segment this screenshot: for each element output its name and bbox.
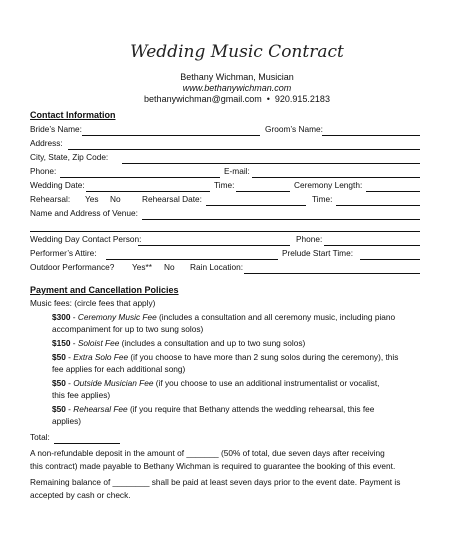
fee-amount: $50 [52, 404, 66, 414]
wedding-date-label: Wedding Date: [30, 180, 85, 190]
day-contact-label: Wedding Day Contact Person: [30, 234, 142, 244]
fee-desc: (includes a consultation and all ceremony music, including piano [156, 312, 396, 322]
rehearsal-date-field[interactable] [206, 205, 306, 206]
payment-heading: Payment and Cancellation Policies [30, 285, 179, 295]
fee-amount: $150 [52, 338, 71, 348]
names-row [30, 124, 420, 136]
prelude-start-label: Prelude Start Time: [282, 248, 354, 258]
rehearsal-date-label: Rehearsal Date: [142, 194, 202, 204]
attire-field[interactable] [106, 259, 278, 260]
phone-email-row [30, 166, 420, 178]
day-contact-field[interactable] [138, 245, 290, 246]
fee-amount: $50 [52, 352, 66, 362]
fee-amount: $300 [52, 312, 71, 322]
fee-line: $150 - Soloist Fee (includes a consultation and up to two sung solos) [52, 338, 306, 348]
phone-label: Phone: [30, 166, 57, 176]
day-contact-row [30, 234, 420, 246]
outdoor-label: Outdoor Performance? [30, 262, 115, 272]
time-label: Time: [214, 180, 235, 190]
fee-name: Rehearsal Fee [73, 404, 128, 414]
phone-field[interactable] [60, 177, 220, 178]
prelude-start-field[interactable] [360, 259, 420, 260]
wedding-date-row [30, 180, 420, 192]
time-field[interactable] [236, 191, 290, 192]
total-field[interactable] [54, 443, 120, 444]
rehearsal-row [30, 194, 420, 206]
email-text: bethanywichman@gmail.com [144, 94, 262, 104]
attire-label: Performer’s Attire: [30, 248, 97, 258]
fee-name: Soloist Fee [77, 338, 120, 348]
total-label: Total: [30, 432, 50, 442]
address-field[interactable] [68, 149, 420, 150]
fee-line: $300 - Ceremony Music Fee (includes a consultation and all ceremony music, including piano [52, 312, 396, 322]
rehearsal-yes-option[interactable]: Yes [85, 194, 99, 204]
fee-desc: (if you require that Bethany attends the wedding rehearsal, this fee [127, 404, 375, 414]
city-label: City, State, Zip Code: [30, 152, 109, 162]
fee-line: $50 - Extra Solo Fee (if you choose to have more than 2 sung solos during the ceremony), this [52, 352, 399, 362]
address-label: Address: [30, 138, 63, 148]
balance-line-1: Remaining balance of ________ shall be paid at least seven days prior to the event date. Payment is [30, 477, 401, 487]
deposit-line-2: this contract) made payable to Bethany Wichman is required to guarantee the booking of this event. [30, 461, 396, 471]
musician-name: Bethany Wichman, Musician [180, 72, 294, 82]
brides-name-label: Bride’s Name: [30, 124, 82, 134]
rehearsal-time-field[interactable] [336, 205, 420, 206]
fee-cont: this fee applies) [52, 390, 111, 400]
rain-location-field[interactable] [244, 273, 420, 274]
contract-title: Wedding Music Contract [130, 42, 344, 62]
day-contact-phone-label: Phone: [296, 234, 323, 244]
brides-name-field[interactable] [82, 135, 260, 136]
phone-text: 920.915.2183 [274, 94, 330, 104]
outdoor-row [30, 262, 420, 274]
rain-location-label: Rain Location: [190, 262, 244, 272]
website-text: www.bethanywichman.com [182, 83, 292, 93]
day-contact-phone-field[interactable] [324, 245, 420, 246]
fee-cont: fee applies for each additional song) [52, 364, 186, 374]
city-field[interactable] [122, 163, 420, 164]
ceremony-length-field[interactable] [366, 191, 420, 192]
music-fees-label: Music fees: (circle fees that apply) [30, 298, 156, 308]
venue-label: Name and Address of Venue: [30, 208, 138, 218]
contact-heading: Contact Information [30, 110, 116, 120]
fee-cont: accompaniment for up to two sung solos) [52, 324, 204, 334]
fee-name: Ceremony Music Fee [77, 312, 157, 322]
venue-row-2 [30, 220, 420, 232]
address-row [30, 138, 420, 150]
ceremony-length-label: Ceremony Length: [294, 180, 363, 190]
outdoor-no-option[interactable]: No [164, 262, 175, 272]
fee-line: $50 - Rehearsal Fee (if you require that Bethany attends the wedding rehearsal, this fee [52, 404, 375, 414]
city-row [30, 152, 420, 164]
fee-amount: $50 [52, 378, 66, 388]
wedding-date-field[interactable] [86, 191, 210, 192]
deposit-line-1: A non-refundable deposit in the amount of _______ (50% of total, due seven days after receiving [30, 448, 385, 458]
email-field[interactable] [252, 177, 420, 178]
attire-row [30, 248, 420, 260]
venue-row [30, 208, 420, 220]
fee-cont: applies) [52, 416, 82, 426]
grooms-name-label: Groom’s Name: [265, 124, 323, 134]
venue-field-line-2[interactable] [30, 231, 420, 232]
fee-name: Outside Musician Fee [73, 378, 154, 388]
balance-line-2: accepted by cash or check. [30, 490, 131, 500]
fee-desc: (if you choose to use an additional instrumentalist or vocalist, [153, 378, 380, 388]
grooms-name-field[interactable] [322, 135, 420, 136]
fee-desc: (includes a consultation and up to two sung solos) [119, 338, 306, 348]
total-row [30, 432, 150, 444]
contact-line: bethanywichman@gmail.com • 920.915.2183 [144, 94, 330, 104]
rehearsal-no-option[interactable]: No [110, 194, 121, 204]
fee-desc: (if you choose to have more than 2 sung solos during the ceremony), this [128, 352, 399, 362]
rehearsal-label: Rehearsal: [30, 194, 71, 204]
rehearsal-time-label: Time: [312, 194, 333, 204]
outdoor-yes-option[interactable]: Yes** [132, 262, 152, 272]
fee-line: $50 - Outside Musician Fee (if you choose to use an additional instrumentalist or vocalist, [52, 378, 380, 388]
fee-name: Extra Solo Fee [73, 352, 129, 362]
email-label: E-mail: [224, 166, 250, 176]
